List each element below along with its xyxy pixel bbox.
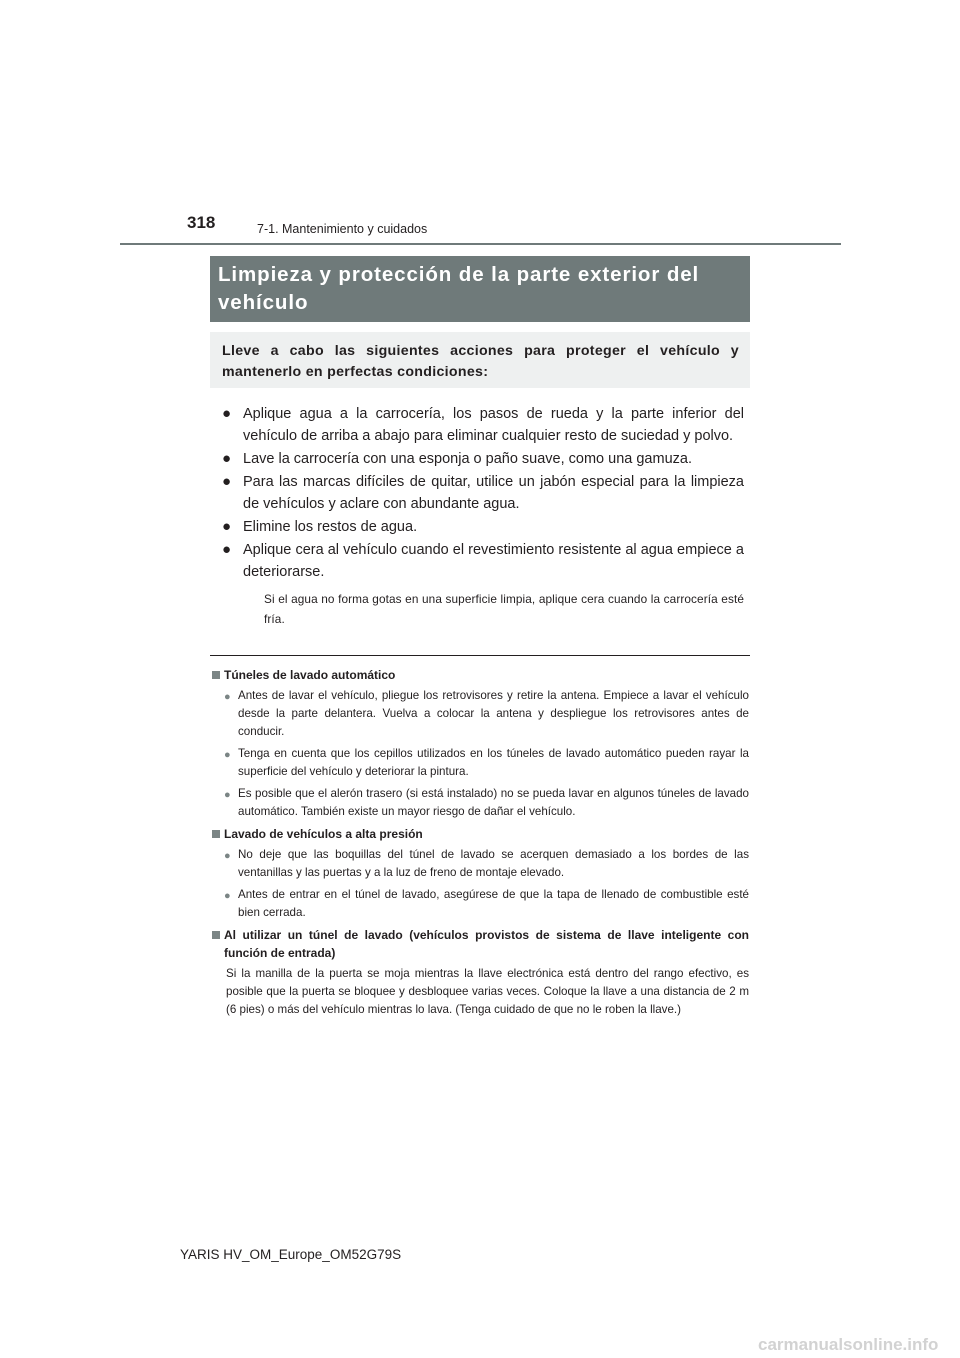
bullet-icon: ● [222,450,232,467]
intro-text: Lleve a cabo las siguientes acciones para proteger el vehículo y mantenerlo en perfectas condiciones: [222,343,739,380]
note-heading-text: Al utilizar un túnel de lavado (vehículos provistos de sistema de llave inteligente con función de entrada) [224,928,749,960]
note-item-text: Antes de lavar el vehículo, pliegue los retrovisores y retire la antena. Empiece a lavar el vehículo desde la parte delantera. Vuelva a colocar la antena y despliegue los retrovisores antes de conducir. [238,689,749,738]
page-number: 318 [187,213,216,232]
list-item-text: Aplique cera al vehículo cuando el revestimiento resistente al agua empiece a deteriorarse. [243,542,744,580]
notes-section [212,666,749,1019]
list-item [222,448,744,470]
note-item-text: No deje que las boquillas del túnel de lavado se acerquen demasiado a los bordes de las ventanillas y las puertas y a la luz de freno de montaje elevado. [238,848,749,879]
list-item-text: Para las marcas difíciles de quitar, utilice un jabón especial para la limpieza de vehículos y aclare con abundante agua. [243,474,744,512]
bullet-icon: ● [224,749,231,761]
note-body: Si la manilla de la puerta se moja mientras la llave electrónica está dentro del rango efectivo, es posible que la puerta se bloquee y desbloquee varias veces. Coloque la llave a una distancia de 2 m (6 pies) o más del vehículo mientras lo lava. (Tenga cuidado de que no le roben la llave.) [226,967,749,1016]
title-box [210,256,750,322]
note-item-text: Es posible que el alerón trasero (si está instalado) no se pueda lavar en algunos túneles de lavado automático. También existe un mayor riesgo de dañar el vehículo. [238,787,749,818]
bullet-icon: ● [222,518,232,535]
list-item [222,471,744,515]
list-item-text: Aplique agua a la carrocería, los pasos de rueda y la parte inferior del vehículo de arriba a abajo para eliminar cualquier resto de suciedad y polvo. [243,406,744,444]
note-heading-text: Lavado de vehículos a alta presión [224,827,423,841]
note-item [212,846,749,882]
note-heading-high-pressure [212,825,749,843]
note-heading-smart-key [212,926,749,962]
header-rule [120,243,841,245]
intro-box [210,332,750,388]
bullet-icon: ● [224,789,231,801]
page-title: Limpieza y protección de la parte exterior del vehículo [218,263,700,314]
bullet-icon: ● [224,691,231,703]
footer-code: YARIS HV_OM_Europe_OM52G79S [180,1247,402,1262]
note-item [212,785,749,821]
list-item-text: Elimine los restos de agua. [243,519,418,535]
note-item [212,687,749,741]
note-item-text: Tenga en cuenta que los cepillos utilizados en los túneles de lavado automático pueden rayar la superficie del vehículo y deteriorar la pintura. [238,747,749,778]
list-item-text: Lave la carrocería con una esponja o paño suave, como una gamuza. [243,451,692,467]
main-list [222,403,744,630]
bullet-icon: ● [222,405,232,422]
note-heading-text: Túneles de lavado automático [224,668,396,682]
wax-note: Si el agua no forma gotas en una superficie limpia, aplique cera cuando la carrocería esté fría. [264,592,744,626]
bullet-icon: ● [222,473,232,490]
note-item [212,886,749,922]
note-heading-automatic-wash [212,666,749,684]
list-item [222,539,744,629]
bullet-icon: ● [224,850,231,862]
list-item [222,403,744,447]
square-bullet-icon [212,931,220,939]
square-bullet-icon [212,671,220,679]
watermark: carmanualsonline.info [758,1335,939,1354]
bullet-icon: ● [222,541,232,558]
square-bullet-icon [212,830,220,838]
divider [210,655,750,656]
section-title: 7-1. Mantenimiento y cuidados [257,222,428,236]
list-item [222,516,744,538]
note-item-text: Antes de entrar en el túnel de lavado, asegúrese de que la tapa de llenado de combustible esté bien cerrada. [238,888,749,919]
note-item [212,745,749,781]
bullet-icon: ● [224,890,231,902]
